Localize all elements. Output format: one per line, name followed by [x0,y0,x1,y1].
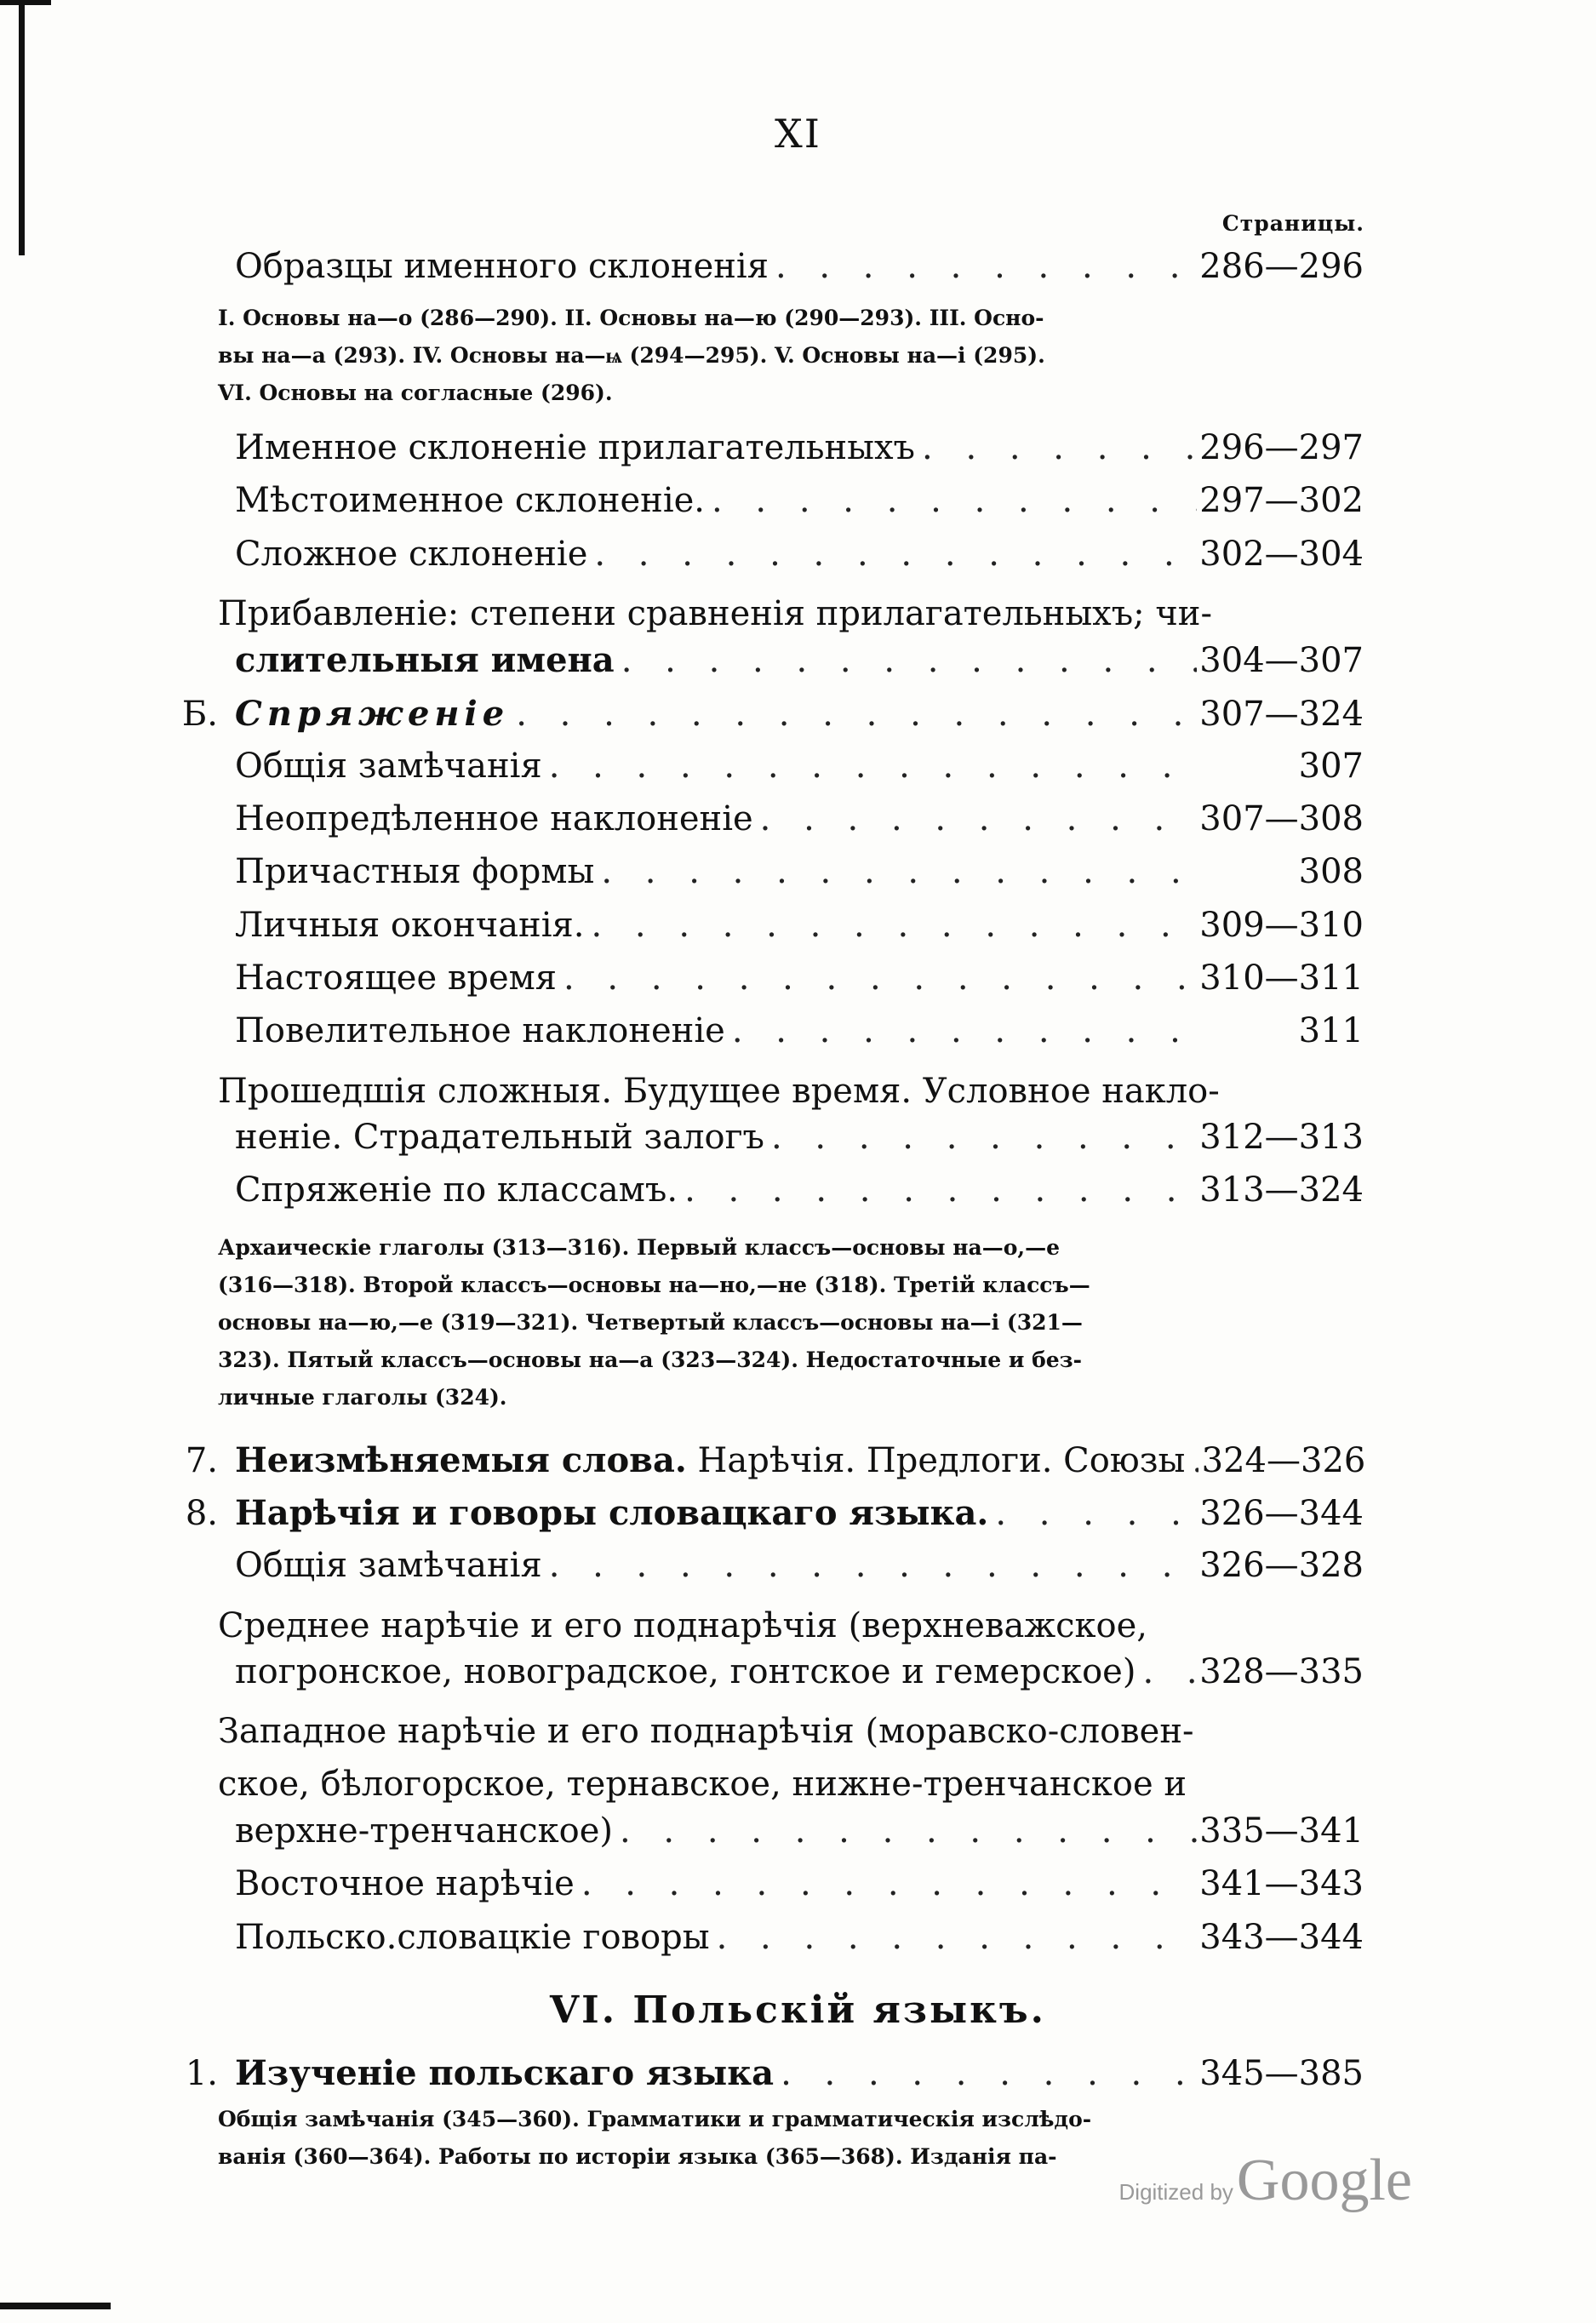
toc-note: Архаическіе глаголы (313—316). Первый классъ—основы на—о,—е (316—318). Второй классъ—основы на—но,—не (318). Третій классъ— основы на—ю,—е (319—321). Четвертый классъ—основы на—і (321— 323). Пятый классъ—основы на—а (323—324). Недостаточные и без- личные глаголы (324). [218,1235,1090,1410]
toc-entry: 1. Изученіе польскаго языка . . . 345—385 [163,2053,1364,2101]
toc-entry: 7. Неизмѣняемыя слова. Нарѣчія. Предлоги. Союзы . . . 324—326 [163,1440,1364,1488]
toc-entry-pages: 286—296 [1199,247,1364,286]
google-logo: Google [1236,2148,1412,2213]
dot-leader [915,428,1197,467]
dot-leader [769,247,1197,286]
toc-entry-pages: 297—302 [1199,481,1364,520]
toc-entry: Б. Спряженіе . . . 307—324 [163,694,1364,741]
toc-entry-title: Мѣстоименное склоненіе. [235,481,705,520]
toc-entry [163,906,1364,953]
dot-leader [1136,1652,1197,1691]
dot-leader [594,852,1197,891]
dot-leader [575,1864,1197,1903]
toc-entry-pages: 310—311 [1199,958,1364,998]
toc-entry-pages: 307 [1298,747,1364,786]
toc-entry [163,428,1364,476]
scan-edge-mark [0,2303,111,2309]
toc-entry-pages: 328—335 [1199,1652,1364,1691]
toc-entry-title: Польско.словацкіе говоры [235,1918,710,1957]
toc-entry-title: Личныя окончанія. [235,906,585,945]
dot-leader [705,481,1197,520]
toc-entry-pages: 311 [1298,1011,1364,1050]
toc-entry [163,852,1364,900]
toc-entry [163,1118,1364,1165]
toc-entry [163,1546,1364,1593]
dot-leader [678,1170,1197,1210]
toc-entry-pages: 302—304 [1199,535,1364,574]
dot-leader [509,695,1197,734]
toc-entry [163,799,1364,847]
toc-entry-title: Общія замѣчанія [235,747,542,786]
toc-entry-pages: 324—326 [1201,1441,1366,1480]
toc-entry-line: Прошедшія сложныя. Будущее время. Условное накло- [218,1072,1220,1111]
toc-entry-pages: 307—308 [1199,799,1364,838]
dot-leader [557,958,1197,998]
dot-leader [725,1011,1197,1050]
dot-leader [542,1546,1197,1585]
toc-entry-title: Спряженіе [235,694,510,734]
dot-leader [584,906,1197,945]
toc-entry-title: погронское, новоградское, гонтское и гемерское) [235,1652,1136,1691]
toc-entry-title: Спряженіе по классамъ. [235,1170,678,1210]
toc-entry-line: Западное нарѣчіе и его поднарѣчія (моравско-словен- ское, бѣлогорское, тернавское, нижне-тренчанское и [218,1712,1194,1804]
toc-entry-title: Неизмѣняемыя слова. Нарѣчія. Предлоги. Союзы [235,1440,1186,1480]
page-number: XI [775,111,821,157]
dot-leader [710,1918,1197,1957]
toc-entry-line: Среднее нарѣчіе и его поднарѣчія (верхневажское, [218,1606,1148,1645]
toc-entry-title: неніе. Страдательный залогъ [235,1118,764,1157]
toc-entry [163,640,1364,688]
toc-entry-pages: 326—344 [1199,1494,1364,1533]
toc-entry-pages: 343—344 [1199,1918,1364,1957]
toc-entry-pages: 296—297 [1199,428,1364,467]
toc-entry-pages: 345—385 [1199,2054,1364,2093]
toc-entry-title: Причастныя формы [235,852,595,891]
toc-entry-title: Изученіе польскаго языка [235,2053,775,2093]
toc-entry [163,1918,1364,1965]
scan-edge-mark [0,0,51,5]
dot-leader [753,799,1197,838]
toc-entry [163,1652,1364,1700]
toc-entry-title: Общія замѣчанія [235,1546,542,1585]
toc-entry-pages: 312—313 [1199,1118,1364,1157]
toc-entry-title: Нарѣчія и говоры словацкаго языка. [235,1493,989,1533]
toc-entry-pages: 341—343 [1199,1864,1364,1903]
dot-leader [542,747,1197,786]
toc-entry-pages: 307—324 [1199,695,1364,734]
toc-entry [163,747,1364,794]
toc-entry-pages: 304—307 [1199,641,1364,680]
toc-entry-pages: 326—328 [1199,1546,1364,1585]
section-heading: VI. Польскій языкъ. [550,1988,1046,2032]
toc-entry [163,481,1364,529]
toc-entry-line: Прибавленіе: степени сравненія прилагательныхъ; чи- [218,594,1212,633]
dot-leader [587,535,1197,574]
toc-entry [163,1864,1364,1912]
dot-leader [988,1494,1197,1533]
toc-entry-pages: 309—310 [1199,906,1364,945]
toc-entry-title: Восточное нарѣчіе [235,1864,575,1903]
pages-column-header: Страницы. [1221,211,1364,236]
toc-entry-title: Именное склоненіе прилагательныхъ [235,428,916,467]
toc-entry-title: Настоящее время [235,958,557,998]
dot-leader [613,1811,1197,1851]
dot-leader [615,641,1197,680]
toc-entry-title: Образцы именного склоненія [235,247,769,286]
toc-entry-title: Сложное склоненіе [235,535,588,574]
dot-leader [1185,1441,1198,1480]
toc-entry-title: верхне-тренчанское) [235,1811,613,1851]
toc-entry-title: слительныя имена [235,640,615,680]
toc-entry [163,1170,1364,1218]
dot-leader [774,2054,1197,2093]
toc-entry [163,247,1364,295]
toc-entry-pages: 308 [1298,852,1364,891]
toc-entry [163,1011,1364,1059]
toc-entry-pages: 335—341 [1199,1811,1364,1851]
toc-entry [163,1811,1364,1859]
toc-entry-title: Неопредѣленное наклоненіе [235,799,753,838]
toc-entry: 8. Нарѣчія и говоры словацкаго языка. . . . 326—344 [163,1493,1364,1541]
toc-entry-pages: 313—324 [1199,1170,1364,1210]
toc-note: Общія замѣчанія (345—360). Грамматики и грамматическія изслѣдо- ванія (360—364). Работы по исторіи языка (365—368). Изданія па- [218,2107,1092,2169]
toc-note: I. Основы на—о (286—290). II. Основы на—ю (290—293). III. Осно- вы на—а (293). IV. Основы на—ѩ (294—295). V. Основы на—і (295). VI. Основы на согласные (296). [218,306,1045,405]
digitized-by-watermark: Digitized by Google [1118,2148,1412,2213]
dot-leader [764,1118,1197,1157]
toc-entry [163,535,1364,582]
toc-entry [163,958,1364,1006]
toc-entry-title: Повелительное наклоненіе [235,1011,725,1050]
